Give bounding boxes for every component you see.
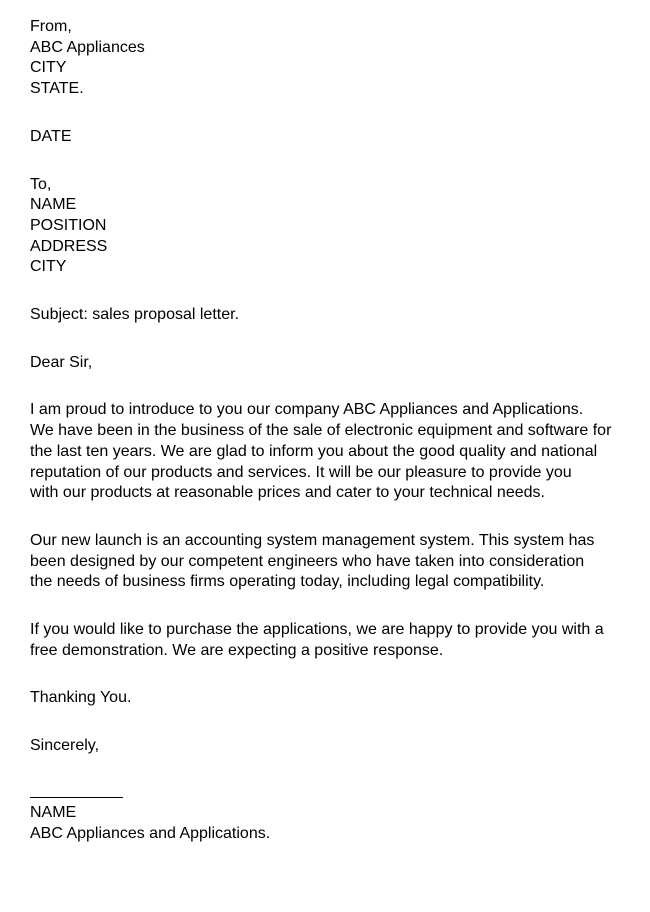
signature-name: NAME	[30, 803, 77, 821]
sender-label: From,	[30, 18, 72, 35]
recipient-label: To,	[30, 175, 52, 193]
salutation-block	[30, 353, 630, 374]
subject-line: Subject: sales proposal letter.	[30, 306, 240, 324]
recipient-city: CITY	[30, 258, 67, 276]
paragraph-line: free demonstration. We are expecting a positive response.	[30, 641, 444, 659]
signature-line	[30, 797, 123, 798]
closing-block	[30, 688, 630, 709]
paragraph-line: been designed by our competent engineers who have taken into consideration	[30, 552, 585, 570]
closing-text: Thanking You.	[30, 689, 132, 707]
paragraph-line: I am proud to introduce to you our company ABC Appliances and Applications.	[30, 401, 584, 419]
paragraph-line: the last ten years. We are glad to inform you about the good quality and national	[30, 442, 598, 460]
recipient-position: POSITION	[30, 216, 107, 234]
sign-off-text: Sincerely,	[30, 737, 100, 755]
letter	[30, 17, 630, 844]
salutation: Dear Sir,	[30, 353, 93, 371]
date-block	[30, 127, 630, 148]
letter-date: DATE	[30, 127, 72, 145]
body-paragraph-1	[30, 400, 630, 504]
body-paragraph-3	[30, 620, 630, 661]
paragraph-line: with our products at reasonable prices and cater to your technical needs.	[30, 484, 545, 502]
paragraph-line: the needs of business firms operating today, including legal compatibility.	[30, 573, 545, 591]
sender-company: ABC Appliances	[30, 38, 145, 56]
body-paragraph-2	[30, 531, 630, 593]
recipient-address: ADDRESS	[30, 237, 108, 255]
sender-block	[30, 17, 630, 100]
paragraph-line: If you would like to purchase the applications, we are happy to provide you with a	[30, 621, 604, 639]
signature-block	[30, 803, 630, 844]
recipient-block	[30, 175, 630, 279]
paragraph-line: Our new launch is an accounting system management system. This system has	[30, 531, 595, 549]
sender-city: CITY	[30, 59, 67, 77]
sign-off-block	[30, 736, 630, 757]
sender-state: STATE.	[30, 80, 84, 98]
recipient-name: NAME	[30, 196, 77, 214]
signature-company: ABC Appliances and Applications.	[30, 824, 271, 842]
paragraph-line: reputation of our products and services. It will be our pleasure to provide you	[30, 463, 572, 481]
paragraph-line: We have been in the business of the sale of electronic equipment and software for	[30, 422, 612, 440]
subject-block	[30, 305, 630, 326]
